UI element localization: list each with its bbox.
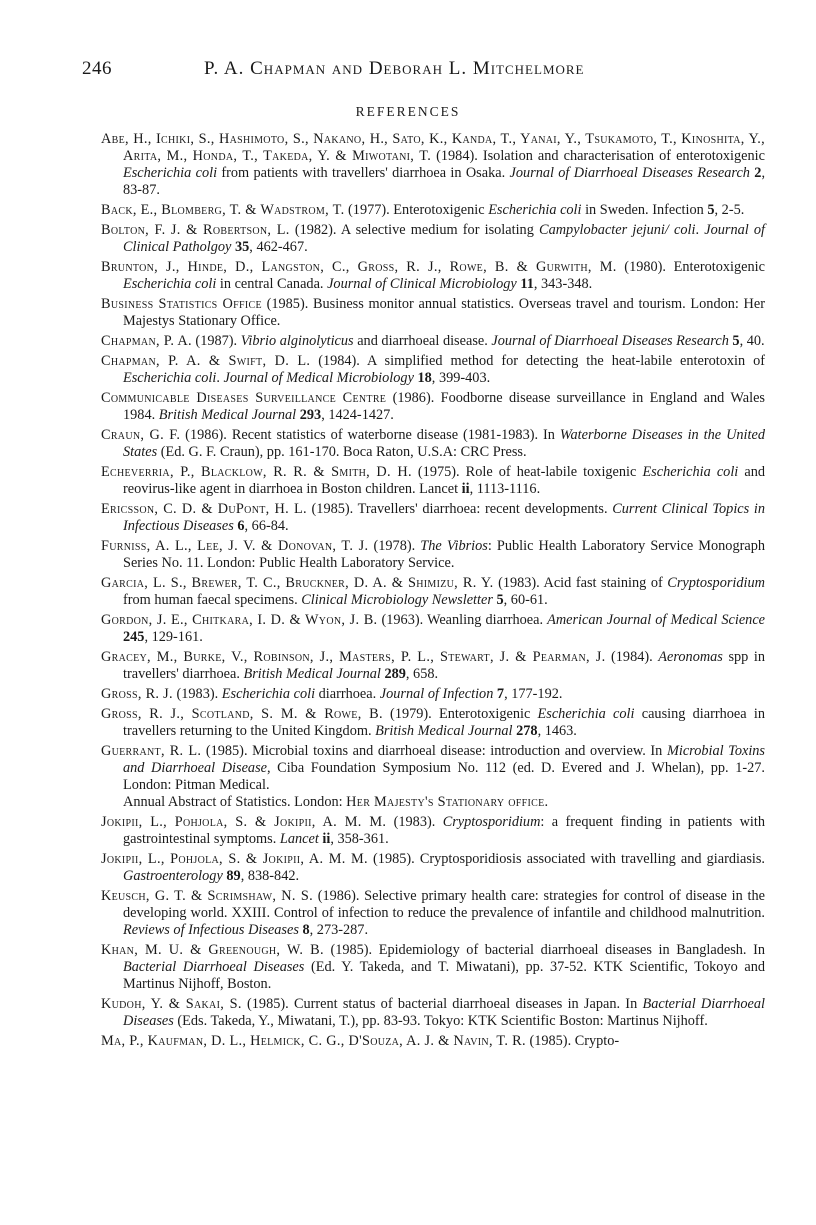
reference-item: Back, E., Blomberg, T. & Wadstrom, T. (1977). Enterotoxigenic Escherichia coli in Sweden. Infection 5, 2-5. <box>101 201 745 218</box>
reference-item: Business Statistics Office (1985). Business monitor annual statistics. Overseas travel and tourism. London: Her Majestys Stationary Office. <box>101 295 765 329</box>
reference-item: Jokipii, L., Pohjola, S. & Jokipii, A. M. M. (1985). Cryptosporidiosis associated with travelling and giardiasis. Gastroenterology 89, 838-842. <box>101 850 765 884</box>
reference-item: Ma, P., Kaufman, D. L., Helmick, C. G., D'Souza, A. J. & Navin, T. R. (1985). Crypto- <box>101 1032 620 1049</box>
reference-item: Ericsson, C. D. & DuPont, H. L. (1985). Travellers' diarrhoea: recent developments. Current Clinical Topics in Infectious Diseases 6, 66-84. <box>101 501 765 534</box>
reference-item: Brunton, J., Hinde, D., Langston, C., Gross, R. J., Rowe, B. & Gurwith, M. (1980). Enterotoxigenic Escherichia coli in central Canada. Journal of Clinical Microbiology 11, 343-348. <box>101 258 765 292</box>
reference-item: Kudoh, Y. & Sakai, S. (1985). Current status of bacterial diarrhoeal diseases in Japan. In Bacterial Diarrhoeal Diseases (Eds. Takeda, Y., Miwatani, T.), pp. 83-93. Tokyo: KTK Scientific Boston: Martinus Nijhoff. <box>101 995 765 1029</box>
reference-item: Garcia, L. S., Brewer, T. C., Bruckner, D. A. & Shimizu, R. Y. (1983). Acid fast staining of Cryptosporidium from human faecal specimens. Clinical Microbiology Newsletter 5, 60-61. <box>101 575 765 608</box>
reference-item: Keusch, G. T. & Scrimshaw, N. S. (1986). Selective primary health care: strategies for control of disease in the developing world. XXIII. Control of infection to reduce the prevalence of infantile and childhood malnutrition. Reviews of Infectious Diseases 8, 273-287. <box>101 887 765 938</box>
reference-item: Bolton, F. J. & Robertson, L. (1982). A selective medium for isolating Campylobacter jejuni/ coli. Journal of Clinical Patholgoy 35, 462-467. <box>101 221 765 255</box>
reference-item: Guerrant, R. L. (1985). Microbial toxins and diarrhoeal disease: introduction and overview. In Microbial Toxins and Diarrhoeal Disease, Ciba Foundation Symposium No. 112 (ed. D. Evered and J. Whelan), pp. 1-27. London: Pitman Medical. <box>101 743 765 793</box>
reference-item: Abe, H., Ichiki, S., Hashimoto, S., Nakano, H., Sato, K., Kanda, T., Yanai, Y., Tsukamoto, T., Kinoshita, Y., Arita, M., Honda, T., Takeda, Y. & Miwotani, T. (1984). Isolation and characterisation of enterotoxigenic Escherichia coli from patients with travellers' diarrhoea in Osaka. Journal of Diarrhoeal Diseases Research 2, 83-87. <box>101 131 766 198</box>
reference-item: Gracey, M., Burke, V., Robinson, J., Masters, P. L., Stewart, J. & Pearman, J. (1984). Aeronomas spp in travellers' diarrhoea. British Medical Journal 289, 658. <box>101 649 766 682</box>
reference-item: Khan, M. U. & Greenough, W. B. (1985). Epidemiology of bacterial diarrhoeal diseases in Bangladesh. In Bacterial Diarrhoeal Diseases (Ed. Y. Takeda, and T. Miwatani), pp. 37-52. KTK Scientific, Tokoyo and Martinus Nijhoff, Boston. <box>101 941 765 992</box>
reference-item: Chapman, P. A. & Swift, D. L. (1984). A simplified method for detecting the heat-labile enterotoxin of Escherichia coli. Journal of Medical Microbiology 18, 399-403. <box>101 353 765 386</box>
reference-item: Gross, R. J. (1983). Escherichia coli diarrhoea. Journal of Infection 7, 177-192. <box>101 686 563 702</box>
running-head: P. A. Chapman and Deborah L. Mitchelmore <box>204 58 585 79</box>
page-header <box>82 58 742 86</box>
reference-list <box>101 131 765 1053</box>
reference-item: Gross, R. J., Scotland, S. M. & Rowe, B. (1979). Enterotoxigenic Escherichia coli causing diarrhoea in travellers returning to the United Kingdom. British Medical Journal 278, 1463. <box>101 706 765 739</box>
reference-item: Communicable Diseases Surveillance Centre (1986). Foodborne disease surveillance in England and Wales 1984. British Medical Journal 293, 1424-1427. <box>101 390 765 423</box>
reference-item: Jokipii, L., Pohjola, S. & Jokipii, A. M. M. (1983). Cryptosporidium: a frequent finding in patients with gastrointestinal symptoms. Lancet ii, 358-361. <box>101 813 766 847</box>
page-number: 246 <box>82 58 112 79</box>
reference-item: Craun, G. F. (1986). Recent statistics of waterborne disease (1981-1983). In Waterborne Diseases in the United States (Ed. G. F. Craun), pp. 161-170. Boca Raton, U.S.A: CRC Press. <box>101 427 765 460</box>
reference-item: Furniss, A. L., Lee, J. V. & Donovan, T. J. (1978). The Vibrios: Public Health Laboratory Service Monograph Series No. 11. London: Public Health Laboratory Service. <box>101 538 766 571</box>
reference-continuation: Annual Abstract of Statistics. London: Her Majesty's Stationary office. <box>123 793 549 810</box>
reference-item: Gordon, J. E., Chitkara, I. D. & Wyon, J. B. (1963). Weanling diarrhoea. American Journal of Medical Science 245, 129-161. <box>101 612 766 645</box>
reference-item: Echeverria, P., Blacklow, R. R. & Smith, D. H. (1975). Role of heat-labile toxigenic Escherichia coli and reovirus-like agent in diarrhoea in Boston children. Lancet ii, 1113-1116. <box>101 464 765 497</box>
section-title: REFERENCES <box>355 104 461 119</box>
reference-item: Chapman, P. A. (1987). Vibrio alginolyticus and diarrhoeal disease. Journal of Diarrhoeal Diseases Research 5, 40. <box>101 332 765 349</box>
